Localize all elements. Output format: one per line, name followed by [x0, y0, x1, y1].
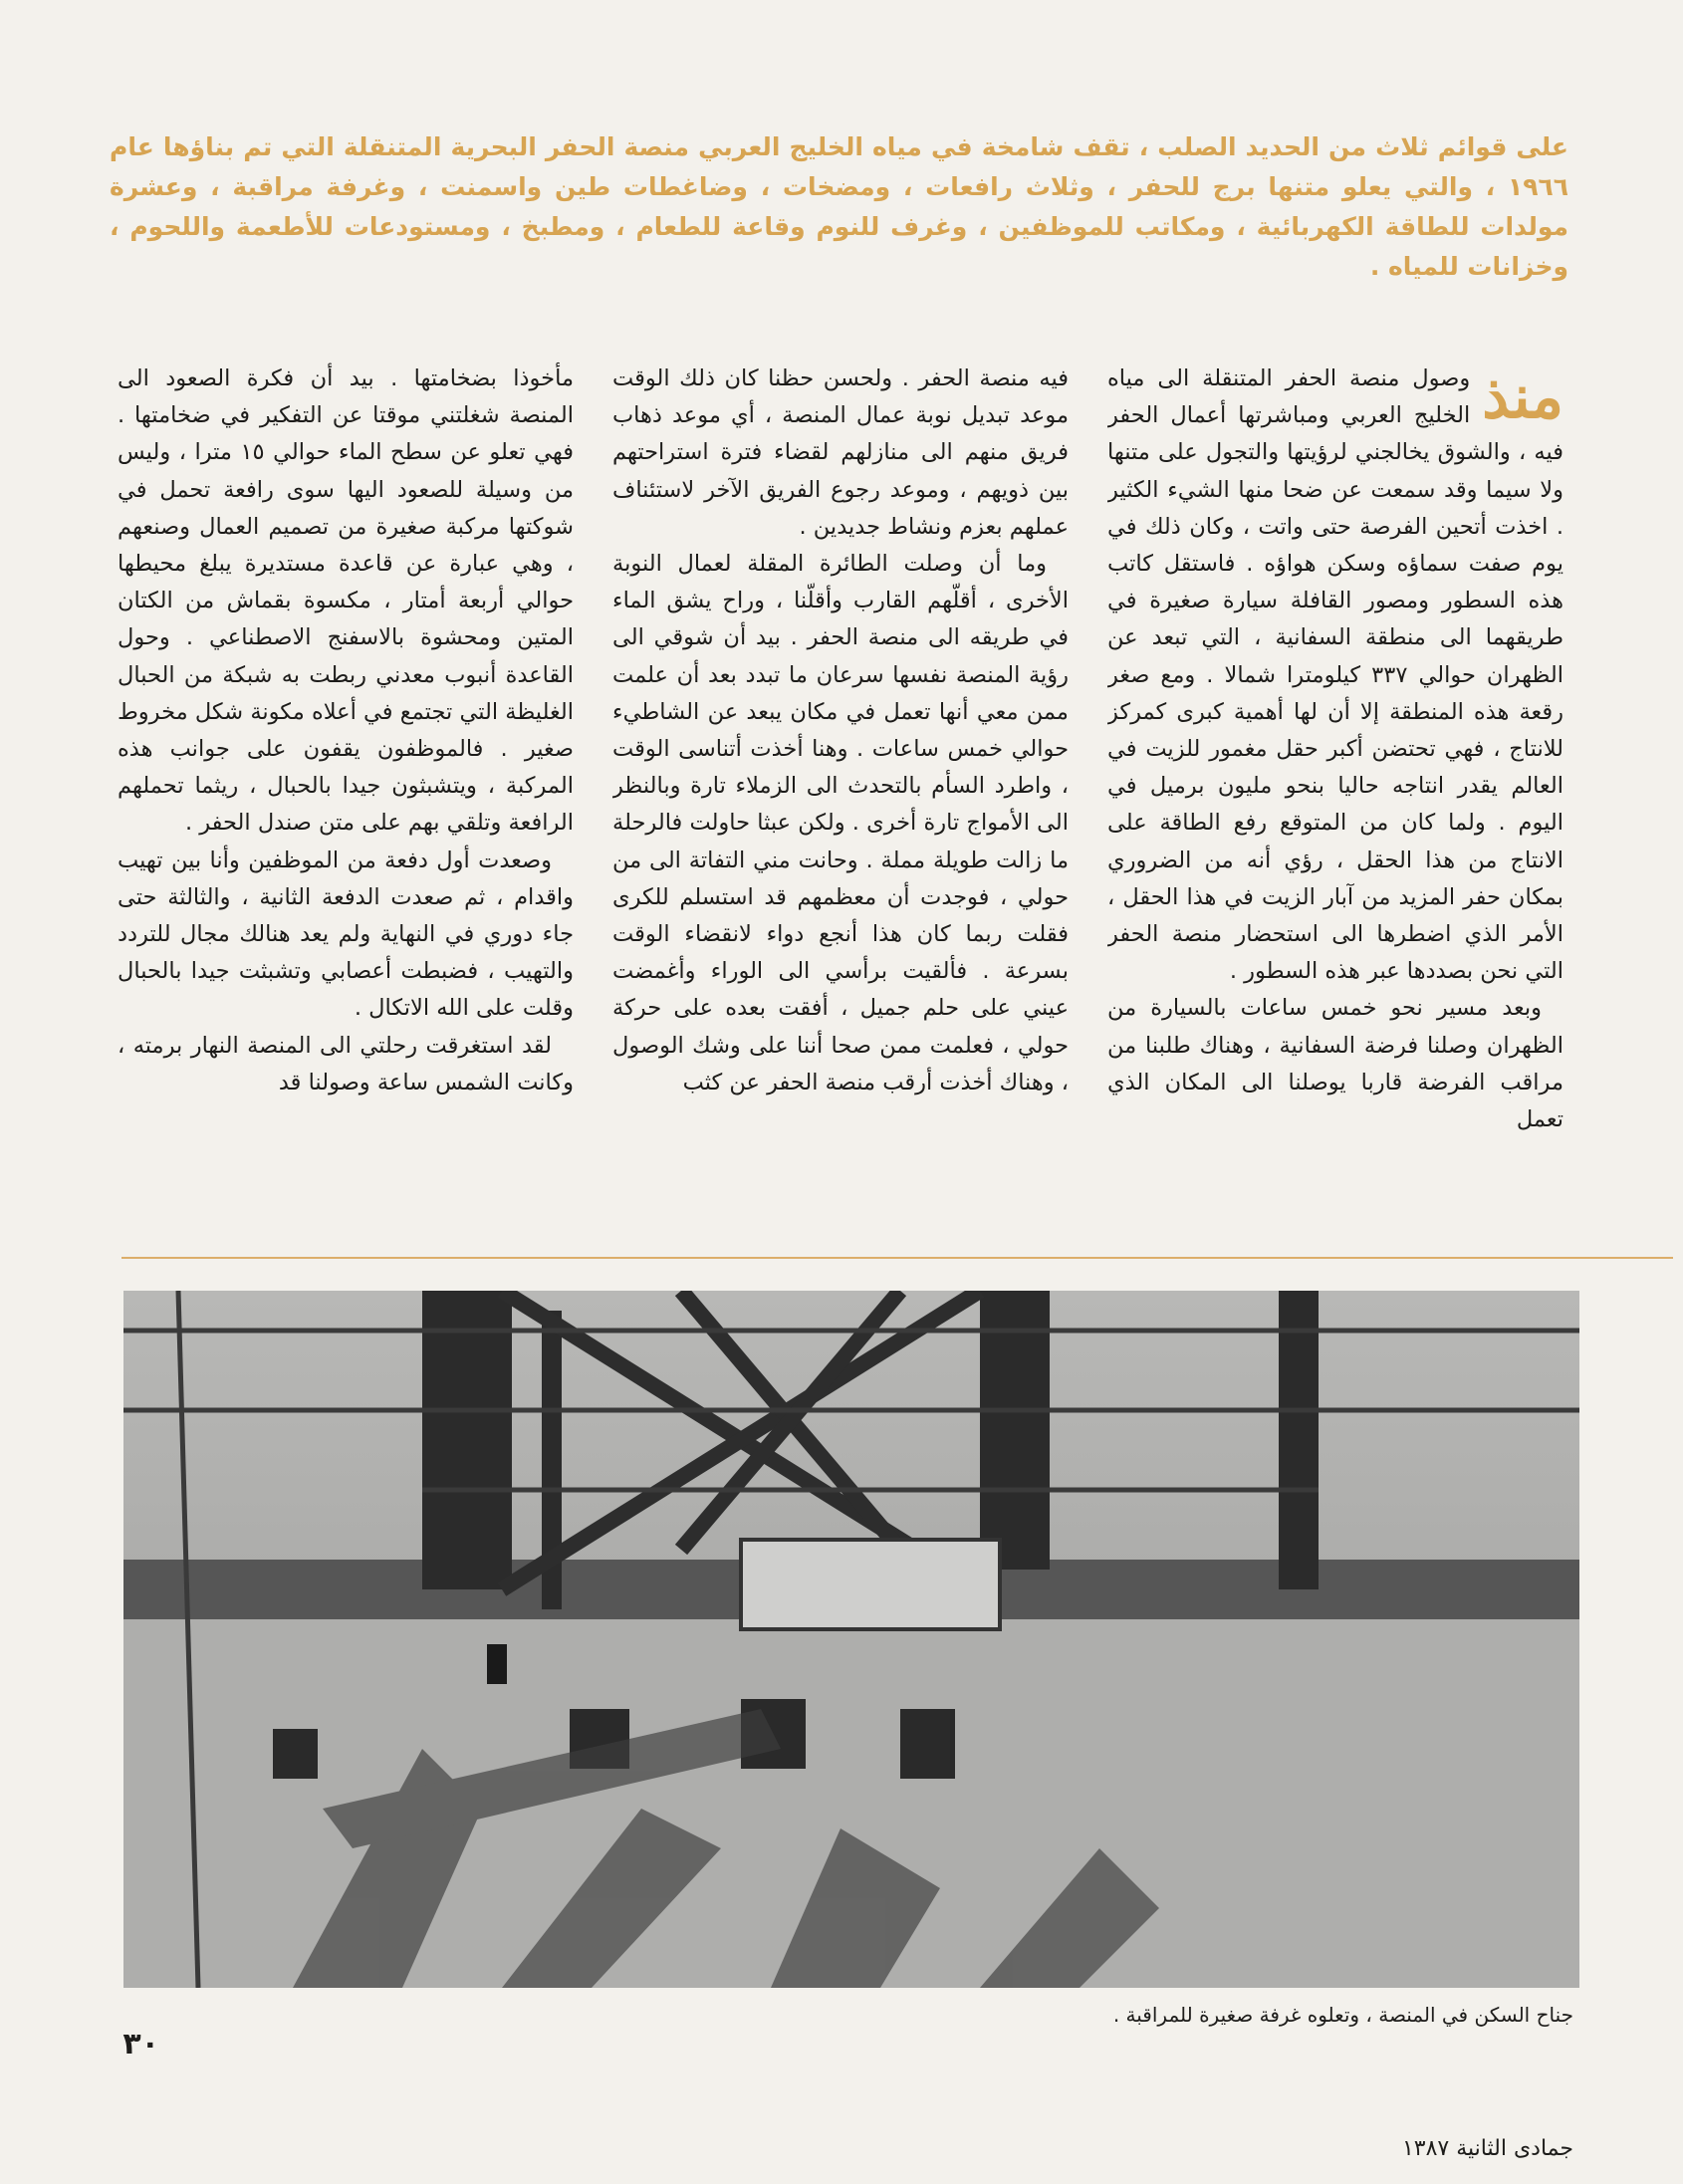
- dropcap: منذ: [1482, 363, 1563, 432]
- paragraph: وبعد مسير نحو خمس ساعات بالسيارة من الظهران وصلنا فرضة السفانية ، وهناك طلبنا من مراقب الفرضة قاربا يوصلنا الى المكان الذي تعمل: [1107, 995, 1563, 1133]
- page-number: ٣٠: [122, 2027, 159, 2062]
- platform-illustration: [123, 1291, 1579, 1988]
- paragraph: وما أن وصلت الطائرة المقلة لعمال النوبة الأخرى ، أقلّهم القارب وأقلّنا ، وراح يشق الماء في طريقه الى منصة الحفر . بيد أن شوقي الى رؤية المنصة نفسها سرعان ما تبدد بعد أن علمت ممن معي أنها تعمل في مكان يبعد عن الشاطيء حوالي خمس ساعات . وهنا أخذت أتناسى الوقت ، واطرد السأم بالتحدث الى الزملاء تارة وبالنظر الى الأمواج تارة أخرى . ولكن عبثا حاولت فالرحلة ما زالت طويلة مملة . وحانت مني التفاتة الى من حولي ، فوجدت أن معظمهم قد استسلم للكرى فقلت ربما كان هذا أنجع دواء لانقضاء الوقت بسرعة . فألقيت برأسي الى الوراء وأغمضت عيني على حلم جميل ، أفقت بعده على حركة حولي ، فعلمت ممن صحا أننا على وشك الوصول ، وهناك أخذت أرقب منصة الحفر عن كثب: [612, 551, 1069, 1095]
- paragraph: مأخوذا بضخامتها . بيد أن فكرة الصعود الى المنصة شغلتني موقتا عن التفكير في ضخامتها . فهي تعلو عن سطح الماء حوالي ١٥ مترا ، وليس من وسيلة للصعود اليها سوى رافعة تحمل في شوكتها مركبة صغيرة من تصميم العمال وصنعهم ، وهي عبارة عن قاعدة مستديرة يبلغ محيطها حوالي أربعة أمتار ، مكسوة بقماش من الكتان المتين ومحشوة بالاسفنج الاصطناعي . وحول القاعدة أنبوب معدني ربطت به شبكة من الحبال الغليظة التي تجتمع في أعلاه مكونة شكل مخروط صغير . فالموظفون يقفون على جوانب هذه المركبة ، ويتشبثون جيدا بالحبال ، ريثما تحملهم الرافعة وتلقي بهم على متن صندل الحفر .: [118, 365, 574, 837]
- paragraph: وصعدت أول دفعة من الموظفين وأنا بين تهيب واقدام ، ثم صعدت الدفعة الثانية ، والثالثة حتى جاء دوري في النهاية ولم يعد هنالك مجال للتردد والتهيب ، فضبطت أعصابي وتشبثت جيدا بالحبال وقلت على الله الاتكال .: [118, 847, 574, 1022]
- article-column-1: [1107, 361, 1563, 1225]
- paragraph: وصول منصة الحفر المتنقلة الى مياه الخليج العربي ومباشرتها أعمال الحفر فيه ، والشوق يخالجني لرؤيتها والتجول على متنها ولا سيما وقد سمعت عن ضحا منها الشيء الكثير . اخذت أتحين الفرصة حتى واتت ، وكان ذلك في يوم صفت سماؤه وسكن هواؤه . فاستقل كاتب هذه السطور ومصور القافلة سيارة صغيرة في طريقهما الى منطقة السفانية ، التي تبعد عن الظهران حوالي ٣٣٧ كيلومترا شمالا . ومع صغر رقعة هذه المنطقة إلا أن لها أهمية كبرى كمركز للانتاج ، فهي تحتضن أكبر حقل مغمور للزيت في العالم يقدر انتاجه حاليا بنحو مليون برميل في اليوم . ولما كان من المتوقع رفع الطاقة على الانتاج من هذا الحقل ، رؤي أنه من الضروري بمكان حفر المزيد من آبار الزيت في هذا الحقل ، الأمر الذي اضطرها الى استحضار منصة الحفر التي نحن بصددها عبر هذه السطور .: [1107, 365, 1563, 985]
- photo-caption: جناح السكن في المنصة ، وتعلوه غرفة صغيرة للمراقبة .: [1112, 2003, 1573, 2027]
- section-divider: [121, 1257, 1673, 1259]
- intro-summary: على قوائم ثلاث من الحديد الصلب ، تقف شامخة في مياه الخليج العربي منصة الحفر البحرية المتنقلة التي تم بناؤها عام ١٩٦٦ ، والتي يعلو متنها برج للحفر ، وثلاث رافعات ، ومضخات ، وضاغطات طين واسمنت ، وغرفة مراقبة ، وعشرة مولدات للطاقة الكهربائية ، ومكاتب للموظفين ، وغرف للنوم وقاعة للطعام ، ومطبخ ، ومستودعات للأطعمة واللحوم ، وخزانات للمياه .: [110, 132, 1568, 281]
- issue-date: جمادى الثانية ١٣٨٧: [1401, 2136, 1573, 2161]
- paragraph: فيه منصة الحفر . ولحسن حظنا كان ذلك الوقت موعد تبديل نوبة عمال المنصة ، أي موعد ذهاب فريق منهم الى منازلهم لقضاء فترة استراحتهم بين ذويهم ، وموعد رجوع الفريق الآخر لاستئناف عملهم بعزم ونشاط جديدين .: [612, 365, 1069, 540]
- article-column-2: [612, 361, 1069, 1225]
- drilling-platform-photo: [123, 1291, 1579, 1988]
- article-column-3: [118, 361, 574, 1225]
- article-body: [118, 361, 1563, 1225]
- paragraph: لقد استغرقت رحلتي الى المنصة النهار برمته ، وكانت الشمس ساعة وصولنا قد: [118, 1032, 574, 1095]
